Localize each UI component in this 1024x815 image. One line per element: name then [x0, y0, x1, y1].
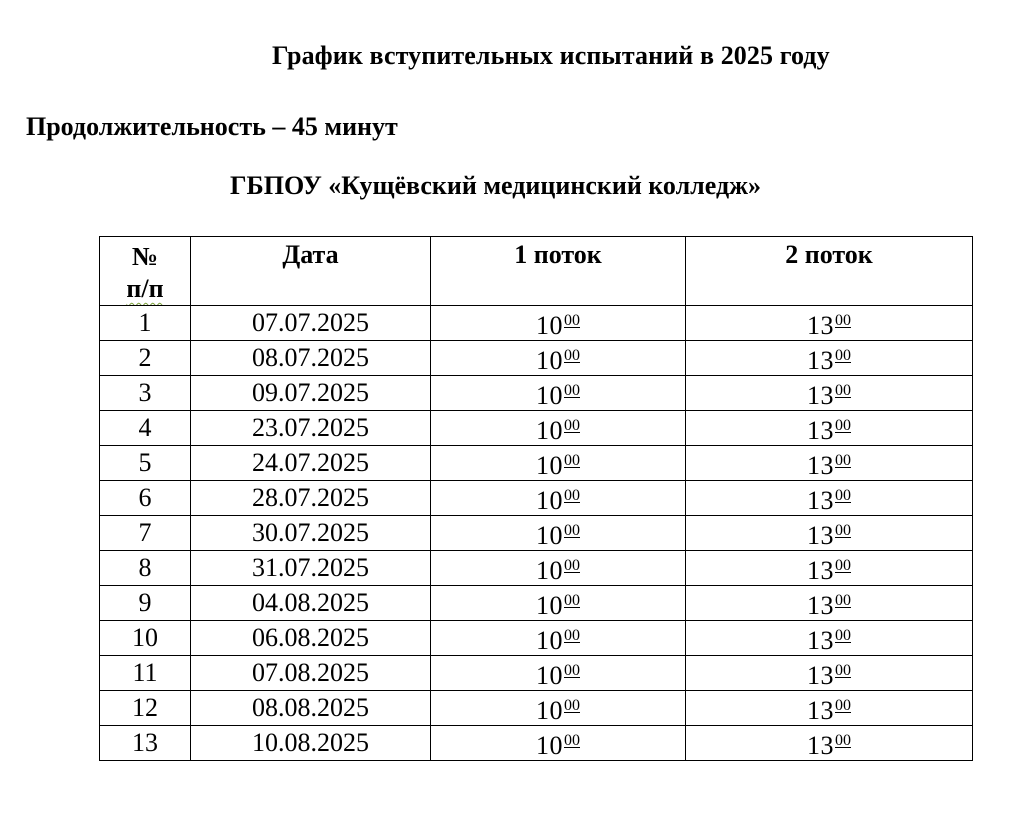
time-hour: 10: [536, 310, 563, 340]
time-hour: 10: [536, 415, 563, 445]
time-minutes: 00: [564, 416, 580, 434]
document-title: График вступительных испытаний в 2025 году: [272, 41, 830, 70]
row-stream-2-time-cell: [686, 726, 973, 761]
time-minutes: 00: [564, 731, 580, 749]
time-minutes: 00: [564, 346, 580, 364]
row-stream-2-time-cell: [686, 621, 973, 656]
row-number-cell: 4: [100, 411, 191, 446]
row-date-cell: 08.08.2025: [191, 691, 431, 726]
row-stream-1-time-cell: [431, 586, 686, 621]
time-hour: 13: [807, 310, 834, 340]
header-stream-1: 1 поток: [431, 237, 686, 306]
row-stream-1-time-cell: [431, 341, 686, 376]
time-minutes: 00: [835, 311, 851, 329]
row-stream-1-time-cell: [431, 656, 686, 691]
header-number-sign: №: [131, 242, 159, 271]
time-minutes: 00: [835, 521, 851, 539]
row-stream-1-time-cell: [431, 376, 686, 411]
row-stream-2-time-cell: [686, 411, 973, 446]
row-date-cell: 09.07.2025: [191, 376, 431, 411]
table-row: [100, 341, 973, 376]
time-hour: 13: [807, 695, 834, 725]
table-row: [100, 446, 973, 481]
row-stream-2-time-cell: [686, 516, 973, 551]
row-stream-2-time-cell: [686, 446, 973, 481]
row-date-cell: 30.07.2025: [191, 516, 431, 551]
table-row: [100, 376, 973, 411]
row-number-cell: 9: [100, 586, 191, 621]
time-hour: 13: [807, 660, 834, 690]
time-minutes: 00: [835, 486, 851, 504]
header-date: Дата: [191, 237, 431, 306]
header-number-abbr-line: [100, 273, 190, 305]
row-stream-2-time-cell: [686, 551, 973, 586]
time-minutes: 00: [564, 626, 580, 644]
row-number-cell: 5: [100, 446, 191, 481]
row-date-cell: 04.08.2025: [191, 586, 431, 621]
row-stream-1-time-cell: [431, 691, 686, 726]
time-hour: 10: [536, 380, 563, 410]
row-date-cell: 31.07.2025: [191, 551, 431, 586]
row-stream-2-time-cell: [686, 586, 973, 621]
time-minutes: 00: [835, 381, 851, 399]
row-date-cell: 10.08.2025: [191, 726, 431, 761]
row-stream-1-time-cell: [431, 621, 686, 656]
table-row: [100, 726, 973, 761]
table-row: [100, 481, 973, 516]
time-hour: 10: [536, 695, 563, 725]
time-minutes: 00: [835, 661, 851, 679]
time-hour: 10: [536, 660, 563, 690]
exam-duration: Продолжительность – 45 минут: [26, 112, 398, 141]
time-hour: 13: [807, 520, 834, 550]
time-hour: 13: [807, 380, 834, 410]
row-number-cell: 12: [100, 691, 191, 726]
time-minutes: 00: [564, 696, 580, 714]
table-header: [100, 237, 973, 306]
table-row: [100, 551, 973, 586]
header-stream-2: 2 поток: [686, 237, 973, 306]
time-minutes: 00: [835, 451, 851, 469]
time-hour: 13: [807, 450, 834, 480]
time-minutes: 00: [835, 626, 851, 644]
row-number-cell: 11: [100, 656, 191, 691]
time-hour: 10: [536, 730, 563, 760]
row-stream-1-time-cell: [431, 306, 686, 341]
row-date-cell: 24.07.2025: [191, 446, 431, 481]
row-stream-2-time-cell: [686, 691, 973, 726]
time-hour: 13: [807, 730, 834, 760]
time-hour: 10: [536, 450, 563, 480]
row-stream-1-time-cell: [431, 551, 686, 586]
table-row: [100, 516, 973, 551]
header-number-abbr: п/п: [126, 274, 164, 303]
time-hour: 13: [807, 590, 834, 620]
row-stream-1-time-cell: [431, 411, 686, 446]
table-row: [100, 306, 973, 341]
time-minutes: 00: [564, 591, 580, 609]
organization-name: ГБПОУ «Кущёвский медицинский колледж»: [230, 171, 761, 200]
row-date-cell: 07.08.2025: [191, 656, 431, 691]
row-date-cell: 06.08.2025: [191, 621, 431, 656]
row-date-cell: 23.07.2025: [191, 411, 431, 446]
table-row: [100, 586, 973, 621]
time-minutes: 00: [835, 416, 851, 434]
row-number-cell: 13: [100, 726, 191, 761]
time-hour: 10: [536, 590, 563, 620]
table-row: [100, 691, 973, 726]
time-minutes: 00: [564, 381, 580, 399]
time-minutes: 00: [564, 556, 580, 574]
time-minutes: 00: [564, 521, 580, 539]
exam-schedule-table: [99, 236, 973, 761]
time-hour: 10: [536, 625, 563, 655]
row-number-cell: 1: [100, 306, 191, 341]
row-stream-2-time-cell: [686, 306, 973, 341]
row-stream-2-time-cell: [686, 481, 973, 516]
row-stream-2-time-cell: [686, 376, 973, 411]
row-number-cell: 6: [100, 481, 191, 516]
time-minutes: 00: [835, 591, 851, 609]
time-hour: 10: [536, 555, 563, 585]
time-hour: 10: [536, 345, 563, 375]
row-stream-2-time-cell: [686, 341, 973, 376]
row-number-cell: 10: [100, 621, 191, 656]
row-number-cell: 3: [100, 376, 191, 411]
time-hour: 13: [807, 485, 834, 515]
time-hour: 13: [807, 415, 834, 445]
time-minutes: 00: [564, 661, 580, 679]
row-number-cell: 2: [100, 341, 191, 376]
time-minutes: 00: [835, 346, 851, 364]
row-date-cell: 28.07.2025: [191, 481, 431, 516]
row-date-cell: 08.07.2025: [191, 341, 431, 376]
row-stream-1-time-cell: [431, 516, 686, 551]
time-minutes: 00: [564, 451, 580, 469]
time-hour: 13: [807, 345, 834, 375]
header-number: [100, 237, 191, 306]
row-stream-1-time-cell: [431, 726, 686, 761]
time-hour: 13: [807, 555, 834, 585]
row-number-cell: 8: [100, 551, 191, 586]
table-row: [100, 656, 973, 691]
row-number-cell: 7: [100, 516, 191, 551]
time-hour: 10: [536, 485, 563, 515]
time-hour: 13: [807, 625, 834, 655]
row-stream-1-time-cell: [431, 481, 686, 516]
table-row: [100, 411, 973, 446]
table-header-row: [100, 237, 973, 306]
time-minutes: 00: [564, 486, 580, 504]
time-minutes: 00: [835, 556, 851, 574]
table-row: [100, 621, 973, 656]
time-minutes: 00: [835, 731, 851, 749]
row-date-cell: 07.07.2025: [191, 306, 431, 341]
row-stream-2-time-cell: [686, 656, 973, 691]
time-minutes: 00: [835, 696, 851, 714]
table-body: [100, 306, 973, 761]
row-stream-1-time-cell: [431, 446, 686, 481]
time-hour: 10: [536, 520, 563, 550]
time-minutes: 00: [564, 311, 580, 329]
